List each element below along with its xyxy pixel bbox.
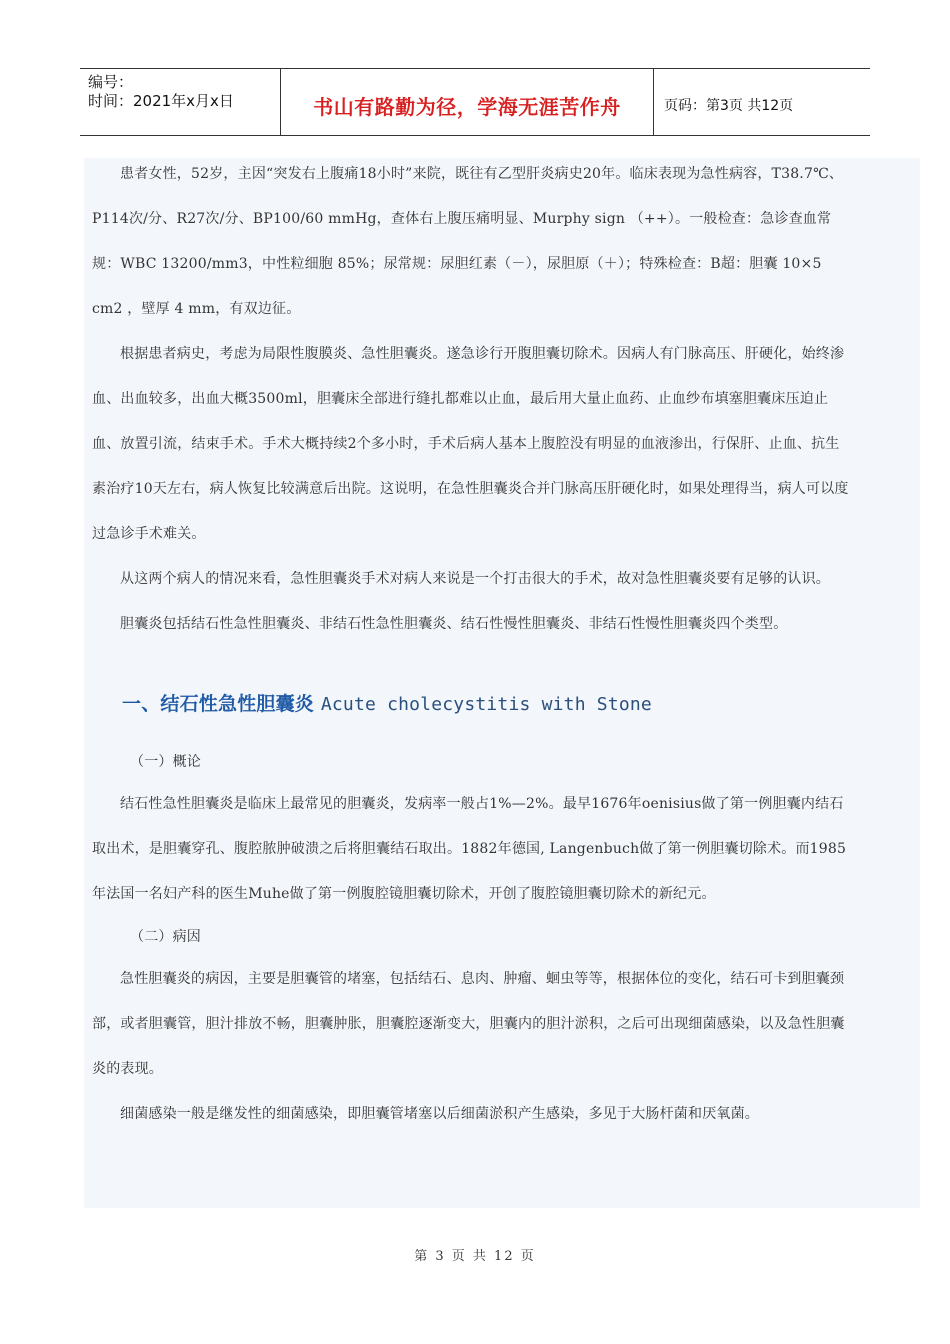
paragraph-overview: 结石性急性胆囊炎是临床上最常见的胆囊炎，发病率一般占1%—2%。最早1676年oenisius做了第一例胆囊内结石取出术，是胆囊穿孔、腹腔脓肿破溃之后将胆囊结石取出。1882年德国, Langenbuch做了第一例胆囊切除术。而1985年法国一名妇产科的医生Muhe做了第一例腹腔镜胆囊切除术，开创了腹腔镜胆囊切除术的新纪元。	[92, 796, 847, 902]
header-meta	[80, 69, 281, 135]
document-body	[92, 152, 852, 1137]
section-heading-cn: 一、结石性急性胆囊炎	[122, 693, 315, 715]
page-footer: 第 3 页 共 12 页	[414, 1249, 536, 1264]
subheading-cause: （二）病因	[130, 929, 201, 945]
subheading-overview: （一）概论	[130, 754, 201, 770]
section-heading-en: Acute cholecystitis with Stone	[320, 694, 652, 715]
serial-label: 编号：	[88, 73, 134, 91]
date-label: 时间：2021年x月x日	[88, 92, 234, 110]
page-header	[80, 68, 870, 136]
paragraph-cause: 急性胆囊炎的病因，主要是胆囊管的堵塞，包括结石、息肉、肿瘤、蛔虫等等，根据体位的变化，结石可卡到胆囊颈部，或者胆囊管，胆汁排放不畅，胆囊肿胀，胆囊腔逐渐变大，胆囊内的胆汁淤积，之后可出现细菌感染，以及急性胆囊炎的表现。	[92, 971, 845, 1077]
paragraph-cause: 细菌感染一般是继发性的细菌感染，即胆囊管堵塞以后细菌淤积产生感染，多见于大肠杆菌和厌氧菌。	[120, 1106, 759, 1122]
section-heading	[122, 689, 852, 720]
header-motto: 书山有路勤为径，学海无涯苦作舟	[281, 69, 654, 135]
paragraph: 胆囊炎包括结石性急性胆囊炎、非结石性急性胆囊炎、结石性慢性胆囊炎、非结石性慢性胆囊炎四个类型。	[120, 616, 788, 632]
paragraph: 患者女性，52岁，主因“突发右上腹痛18小时”来院，既往有乙型肝炎病史20年。临床表现为急性病容，T38.7℃、P114次/分、R27次/分、BP100/60 mmHg，查体右上腹压痛明显、Murphy sign （++）。一般检查：急诊查血常规：WBC 13200/mm3，中性粒细胞 85%；尿常规：尿胆红素（－），尿胆原（＋）；特殊检查：B超：胆囊 10×5 cm2 ，壁厚 4 mm，有双边征。	[92, 166, 844, 317]
header-page-info: 页码：第3页 共12页	[664, 98, 794, 114]
paragraph: 从这两个病人的情况来看，急性胆囊炎手术对病人来说是一个打击很大的手术，故对急性胆囊炎要有足够的认识。	[120, 571, 830, 587]
paragraph: 根据患者病史，考虑为局限性腹膜炎、急性胆囊炎。遂急诊行开腹胆囊切除术。因病人有门脉高压、肝硬化，始终渗血、出血较多，出血大概3500ml，胆囊床全部进行缝扎都难以止血，最后用大量止血药、止血纱布填塞胆囊床压迫止血、放置引流，结束手术。手术大概持续2个多小时，手术后病人基本上腹腔没有明显的血液渗出，行保肝、止血、抗生素治疗10天左右，病人恢复比较满意后出院。这说明，在急性胆囊炎合并门脉高压肝硬化时，如果处理得当，病人可以度过急诊手术难关。	[92, 346, 849, 542]
